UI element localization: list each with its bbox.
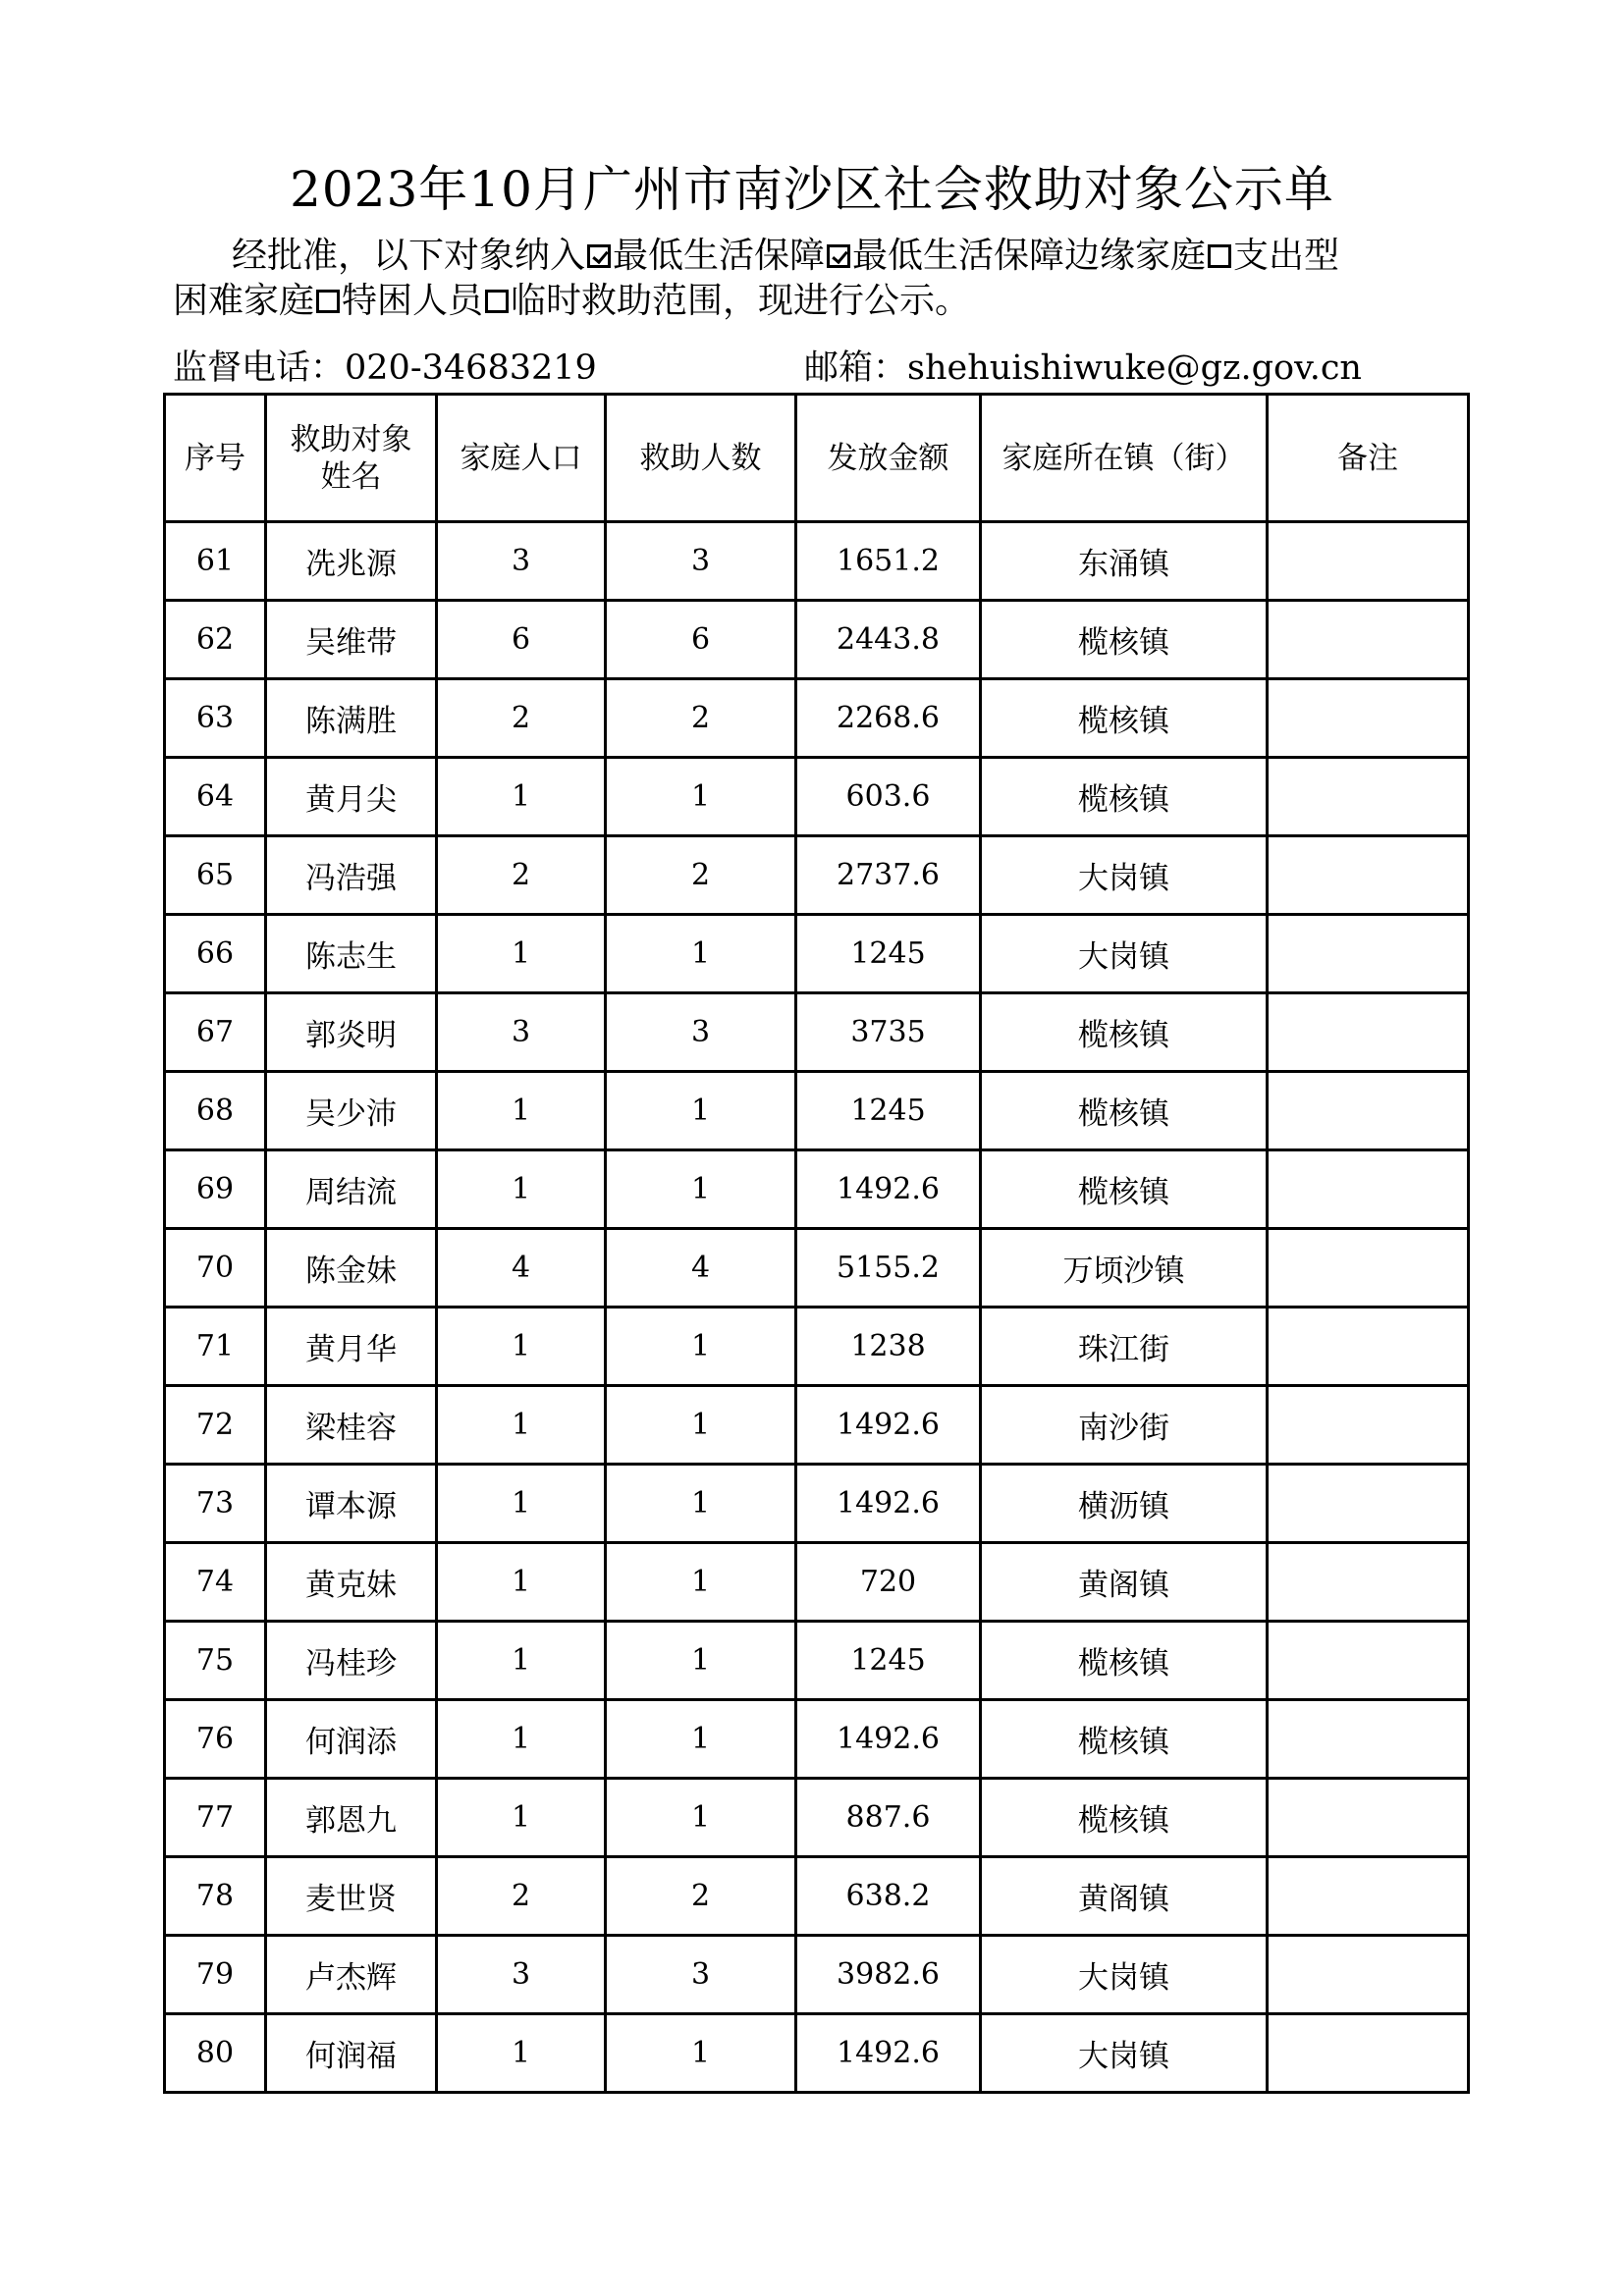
- cell-name: 郭炎明: [266, 993, 437, 1072]
- cell-town: 南沙街: [981, 1386, 1268, 1465]
- cell-aided: 1: [606, 1150, 796, 1229]
- table-row: [165, 1465, 1469, 1543]
- cell-amount: 1245: [796, 915, 981, 993]
- cell-household: 1: [437, 1543, 606, 1622]
- table-row: [165, 1308, 1469, 1386]
- cell-amount: 1492.6: [796, 1465, 981, 1543]
- cell-remarks: [1268, 993, 1469, 1072]
- intro-paragraph: [173, 234, 1479, 324]
- unchecked-box-icon: [485, 290, 509, 313]
- table-row: [165, 915, 1469, 993]
- table-row: [165, 522, 1469, 601]
- cell-remarks: [1268, 1229, 1469, 1308]
- cell-household: 2: [437, 836, 606, 915]
- cell-remarks: [1268, 836, 1469, 915]
- cell-aided: 6: [606, 601, 796, 679]
- option-label: 特困人员: [342, 281, 484, 321]
- cell-seq: 74: [165, 1543, 266, 1622]
- cell-name: 冯桂珍: [266, 1622, 437, 1700]
- table-row: [165, 1779, 1469, 1857]
- cell-seq: 72: [165, 1386, 266, 1465]
- page-title: 2023年10月广州市南沙区社会救助对象公示单: [290, 161, 1334, 218]
- cell-amount: 638.2: [796, 1857, 981, 1936]
- cell-town: 万顷沙镇: [981, 1229, 1268, 1308]
- cell-seq: 64: [165, 758, 266, 836]
- table-body: [165, 522, 1469, 2093]
- cell-seq: 69: [165, 1150, 266, 1229]
- cell-name: 吴少沛: [266, 1072, 437, 1150]
- cell-household: 1: [437, 1072, 606, 1150]
- cell-remarks: [1268, 522, 1469, 601]
- cell-aided: 1: [606, 1700, 796, 1779]
- cell-aided: 1: [606, 758, 796, 836]
- option-label: 最低生活保障: [613, 236, 826, 276]
- cell-amount: 1651.2: [796, 522, 981, 601]
- checked-box-icon: [827, 244, 850, 268]
- cell-seq: 68: [165, 1072, 266, 1150]
- cell-town: 黄阁镇: [981, 1543, 1268, 1622]
- intro-line-2: [173, 279, 1479, 324]
- cell-seq: 66: [165, 915, 266, 993]
- table-header-row: [165, 395, 1469, 522]
- header-aided: 救助人数: [606, 395, 796, 522]
- cell-town: 横沥镇: [981, 1465, 1268, 1543]
- cell-town: 榄核镇: [981, 1779, 1268, 1857]
- cell-remarks: [1268, 2014, 1469, 2093]
- assistance-table: [163, 393, 1470, 2094]
- option-label: 临时救助: [511, 281, 653, 321]
- email-block: [804, 346, 1362, 391]
- cell-amount: 2737.6: [796, 836, 981, 915]
- cell-amount: 720: [796, 1543, 981, 1622]
- cell-town: 榄核镇: [981, 758, 1268, 836]
- intro-lead: 经批准，以下对象纳入: [232, 236, 586, 276]
- cell-remarks: [1268, 1936, 1469, 2014]
- cell-remarks: [1268, 758, 1469, 836]
- cell-aided: 1: [606, 1072, 796, 1150]
- cell-household: 1: [437, 1700, 606, 1779]
- email-address: shehuishiwuke@gz.gov.cn: [907, 348, 1362, 388]
- cell-aided: 4: [606, 1229, 796, 1308]
- cell-remarks: [1268, 1543, 1469, 1622]
- cell-name: 梁桂容: [266, 1386, 437, 1465]
- cell-aided: 1: [606, 1386, 796, 1465]
- cell-amount: 603.6: [796, 758, 981, 836]
- cell-town: 榄核镇: [981, 1072, 1268, 1150]
- header-name-line2: 姓名: [320, 458, 382, 495]
- cell-name: 何润福: [266, 2014, 437, 2093]
- cell-amount: 1245: [796, 1622, 981, 1700]
- cell-amount: 1492.6: [796, 1700, 981, 1779]
- cell-town: 榄核镇: [981, 601, 1268, 679]
- cell-amount: 3982.6: [796, 1936, 981, 2014]
- cell-household: 1: [437, 1465, 606, 1543]
- cell-name: 何润添: [266, 1700, 437, 1779]
- table-row: [165, 836, 1469, 915]
- cell-remarks: [1268, 1779, 1469, 1857]
- header-amount: 发放金额: [796, 395, 981, 522]
- cell-amount: 1245: [796, 1072, 981, 1150]
- cell-household: 4: [437, 1229, 606, 1308]
- header-remarks: 备注: [1268, 395, 1469, 522]
- cell-town: 榄核镇: [981, 1150, 1268, 1229]
- cell-amount: 2268.6: [796, 679, 981, 758]
- cell-aided: 1: [606, 1308, 796, 1386]
- table-row: [165, 993, 1469, 1072]
- cell-aided: 1: [606, 915, 796, 993]
- cell-household: 1: [437, 1779, 606, 1857]
- cell-aided: 1: [606, 1465, 796, 1543]
- cell-aided: 3: [606, 1936, 796, 2014]
- cell-amount: 1492.6: [796, 1150, 981, 1229]
- cell-name: 郭恩九: [266, 1779, 437, 1857]
- cell-seq: 63: [165, 679, 266, 758]
- intro-line-1: [173, 234, 1479, 279]
- cell-name: 陈金妹: [266, 1229, 437, 1308]
- checked-box-icon: [587, 244, 611, 268]
- header-household: 家庭人口: [437, 395, 606, 522]
- table-row: [165, 679, 1469, 758]
- cell-seq: 65: [165, 836, 266, 915]
- cell-aided: 3: [606, 993, 796, 1072]
- cell-town: 大岗镇: [981, 2014, 1268, 2093]
- cell-amount: 887.6: [796, 1779, 981, 1857]
- cell-household: 1: [437, 1308, 606, 1386]
- cell-seq: 79: [165, 1936, 266, 2014]
- cell-town: 东涌镇: [981, 522, 1268, 601]
- cell-aided: 3: [606, 522, 796, 601]
- cell-seq: 75: [165, 1622, 266, 1700]
- cell-town: 大岗镇: [981, 1936, 1268, 2014]
- cell-name: 黄月华: [266, 1308, 437, 1386]
- cell-remarks: [1268, 1072, 1469, 1150]
- cell-household: 1: [437, 1622, 606, 1700]
- cell-name: 冯浩强: [266, 836, 437, 915]
- cell-household: 6: [437, 601, 606, 679]
- cell-name: 黄月尖: [266, 758, 437, 836]
- cell-household: 1: [437, 1386, 606, 1465]
- table-row: [165, 1229, 1469, 1308]
- phone-label: 监督电话：: [173, 348, 346, 388]
- table-row: [165, 1386, 1469, 1465]
- cell-household: 3: [437, 522, 606, 601]
- cell-remarks: [1268, 1465, 1469, 1543]
- cell-household: 1: [437, 1150, 606, 1229]
- option-label: 困难家庭: [173, 281, 315, 321]
- cell-household: 1: [437, 915, 606, 993]
- cell-aided: 1: [606, 1543, 796, 1622]
- unchecked-box-icon: [1208, 244, 1231, 268]
- cell-name: 谭本源: [266, 1465, 437, 1543]
- cell-household: 3: [437, 993, 606, 1072]
- intro-tail: 范围，现进行公示。: [652, 281, 971, 321]
- cell-town: 黄阁镇: [981, 1857, 1268, 1936]
- cell-town: 榄核镇: [981, 679, 1268, 758]
- cell-amount: 5155.2: [796, 1229, 981, 1308]
- cell-town: 大岗镇: [981, 836, 1268, 915]
- cell-seq: 77: [165, 1779, 266, 1857]
- cell-seq: 71: [165, 1308, 266, 1386]
- header-seq: 序号: [165, 395, 266, 522]
- table-row: [165, 1072, 1469, 1150]
- cell-name: 麦世贤: [266, 1857, 437, 1936]
- cell-household: 1: [437, 2014, 606, 2093]
- cell-name: 卢杰辉: [266, 1936, 437, 2014]
- cell-name: 陈满胜: [266, 679, 437, 758]
- table-row: [165, 1622, 1469, 1700]
- email-label: 邮箱：: [804, 348, 908, 388]
- cell-town: 大岗镇: [981, 915, 1268, 993]
- cell-remarks: [1268, 601, 1469, 679]
- cell-name: 冼兆源: [266, 522, 437, 601]
- table-row: [165, 601, 1469, 679]
- cell-town: 榄核镇: [981, 1700, 1268, 1779]
- cell-town: 珠江街: [981, 1308, 1268, 1386]
- header-name: [266, 395, 437, 522]
- table-row: [165, 1150, 1469, 1229]
- cell-seq: 80: [165, 2014, 266, 2093]
- cell-seq: 76: [165, 1700, 266, 1779]
- cell-remarks: [1268, 1700, 1469, 1779]
- cell-seq: 67: [165, 993, 266, 1072]
- cell-aided: 1: [606, 1622, 796, 1700]
- option-label: 最低生活保障边缘家庭: [852, 236, 1207, 276]
- cell-seq: 61: [165, 522, 266, 601]
- option-label: 支出型: [1233, 236, 1340, 276]
- cell-seq: 70: [165, 1229, 266, 1308]
- cell-aided: 1: [606, 2014, 796, 2093]
- cell-household: 1: [437, 758, 606, 836]
- cell-aided: 1: [606, 1779, 796, 1857]
- cell-town: 榄核镇: [981, 993, 1268, 1072]
- cell-amount: 3735: [796, 993, 981, 1072]
- table-row: [165, 1857, 1469, 1936]
- cell-seq: 62: [165, 601, 266, 679]
- cell-remarks: [1268, 679, 1469, 758]
- cell-name: 周结流: [266, 1150, 437, 1229]
- cell-remarks: [1268, 1308, 1469, 1386]
- cell-remarks: [1268, 1386, 1469, 1465]
- cell-amount: 2443.8: [796, 601, 981, 679]
- cell-amount: 1238: [796, 1308, 981, 1386]
- cell-amount: 1492.6: [796, 1386, 981, 1465]
- cell-aided: 2: [606, 679, 796, 758]
- cell-remarks: [1268, 1150, 1469, 1229]
- phone-number: 020-34683219: [345, 348, 597, 388]
- cell-name: 吴维带: [266, 601, 437, 679]
- table-row: [165, 1700, 1469, 1779]
- contact-line: [173, 346, 1479, 391]
- table-row: [165, 2014, 1469, 2093]
- cell-remarks: [1268, 1857, 1469, 1936]
- unchecked-box-icon: [316, 290, 340, 313]
- cell-remarks: [1268, 915, 1469, 993]
- header-town: 家庭所在镇（街）: [981, 395, 1268, 522]
- cell-seq: 78: [165, 1857, 266, 1936]
- cell-name: 黄克妹: [266, 1543, 437, 1622]
- cell-remarks: [1268, 1622, 1469, 1700]
- cell-name: 陈志生: [266, 915, 437, 993]
- cell-amount: 1492.6: [796, 2014, 981, 2093]
- cell-household: 2: [437, 679, 606, 758]
- cell-aided: 2: [606, 836, 796, 915]
- cell-seq: 73: [165, 1465, 266, 1543]
- cell-household: 3: [437, 1936, 606, 2014]
- table-row: [165, 758, 1469, 836]
- header-name-line1: 救助对象: [290, 421, 412, 457]
- cell-household: 2: [437, 1857, 606, 1936]
- table-row: [165, 1936, 1469, 2014]
- table-row: [165, 1543, 1469, 1622]
- cell-aided: 2: [606, 1857, 796, 1936]
- cell-town: 榄核镇: [981, 1622, 1268, 1700]
